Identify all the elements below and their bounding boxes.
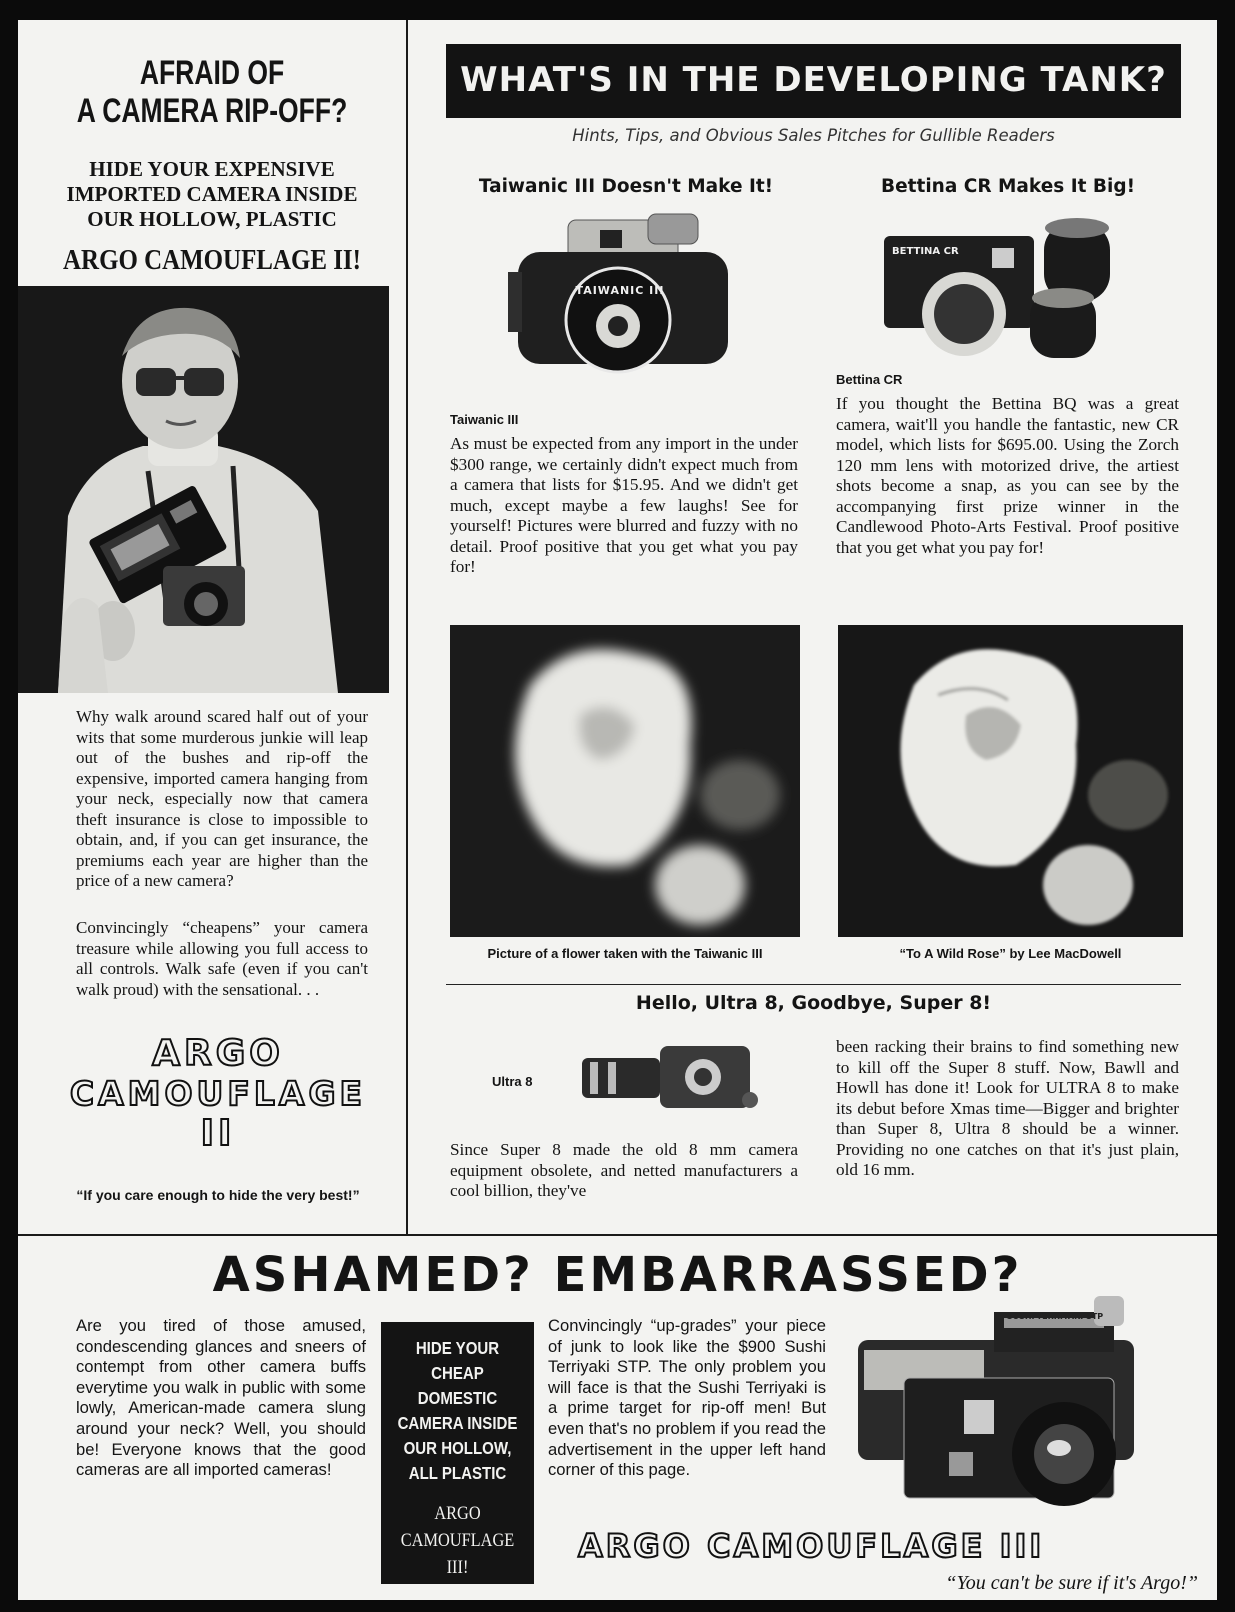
left-ad-body-2: Convincingly “cheapens” your camera treasure while allowing you full access to all controls. Walk safe (even if you can't walk proud) with the sensational. . . <box>76 918 368 999</box>
banner-subtitle: Hints, Tips, and Obvious Sales Pitches for Gullible Readers <box>572 126 1055 145</box>
box-headline <box>392 1336 524 1486</box>
headline-line: A CAMERA RIP-OFF? <box>76 92 348 130</box>
article-1-body: As must be expected from any import in the under $300 range, we certainly didn't expect much from a camera that lists for $15.95. And we didn't get much, except maybe a few laughs! See for yourself! Pictures were blurred and fuzzy with no detail. Proof positive that you get what you pay for! <box>450 434 798 576</box>
bettina-caption: Bettina CR <box>836 372 903 387</box>
left-ad-headline <box>61 54 364 130</box>
bottom-ad-tagline: “You can't be sure if it's Argo!” <box>945 1572 1198 1594</box>
subhead-line: HIDE YOUR EXPENSIVE <box>89 157 335 181</box>
bottom-ad-logo: ARGO CAMOUFLAGE III <box>578 1527 1045 1565</box>
bottom-ad-headline: ASHAMED? EMBARRASSED? <box>212 1247 1023 1303</box>
ultra8-camera-photo <box>578 1042 768 1114</box>
left-ad-subhead <box>18 157 406 232</box>
left-ad-body-1: Why walk around scared half out of your wits that some murderous junkie will leap out of the bushes and rip-off the expensive, imported camera hanging from your neck, especially now that camera theft insurance is close to impossible to obtain, and, if you can get insurance, the premiums each year are higher than the price of a new camera? <box>76 707 368 890</box>
box-product-line: III! <box>446 1557 469 1578</box>
taiwanic-camera-photo <box>508 210 748 380</box>
subhead-line: OUR HOLLOW, PLASTIC <box>87 207 337 231</box>
article-divider <box>446 984 1181 985</box>
ultra8-caption: Ultra 8 <box>492 1074 533 1089</box>
article-2-title: Bettina CR Makes It Big! <box>880 176 1136 197</box>
banner-title: WHAT'S IN THE DEVELOPING TANK? <box>460 60 1167 100</box>
magazine-page <box>18 20 1217 1600</box>
logo-line: II <box>200 1113 236 1154</box>
logo-line: CAMOUFLAGE <box>69 1074 367 1113</box>
bottom-ad-box <box>381 1322 534 1584</box>
bottom-ad-body-right: Convincingly “up-grades” your piece of junk to look like the $900 Sushi Terriyaki STP. The only problem you will face is that the Sushi Terriyaki is a prime target for rip-off men! But even that's no problem if you read the advertisement in the upper left hand corner of this page. <box>548 1316 826 1480</box>
sushi-camera-photo <box>854 1290 1154 1540</box>
box-product-line: CAMOUFLAGE <box>400 1530 515 1551</box>
flower-caption-2: “To A Wild Rose” by Lee MacDowell <box>899 946 1122 961</box>
logo-line: ARGO <box>152 1033 284 1074</box>
article-2-body: If you thought the Bettina BQ was a great camera, wait'll you handle the fantastic, new CR model, which lists for $695.00. Using the Zorch 120 mm lens with motorized drive, the artiest shots become a snap, as you can see by the accompanying first prize winner in the Candlewood Photo-Arts Festival. Proof positive that you get what you pay for! <box>836 394 1179 557</box>
wild-rose-photo <box>838 625 1183 937</box>
article-1-title: Taiwanic III Doesn't Make It! <box>478 176 774 197</box>
box-line: ALL PLASTIC <box>408 1463 507 1483</box>
left-ad-product: ARGO CAMOUFLAGE II! <box>63 244 361 276</box>
section-divider <box>18 1234 1217 1236</box>
box-line: OUR HOLLOW, <box>403 1438 512 1458</box>
bottom-ad-body-left: Are you tired of those amused, condescending glances and sneers of contempt from other camera buffs everytime you walk in public with some lowly, American-made camera slung around your neck? Well, you should be! Everyone knows that the good cameras are all imported cameras! <box>76 1316 366 1480</box>
box-product-line: ARGO <box>434 1503 481 1524</box>
article-3-body-left: Since Super 8 made the old 8 mm camera equipment obsolete, and netted manufacturers a cool billion, they've <box>450 1140 798 1200</box>
taiwanic-camera-label: TAIWANIC III <box>575 284 665 297</box>
article-3-title: Hello, Ultra 8, Goodbye, Super 8! <box>635 992 992 1014</box>
box-line: HIDE YOUR <box>415 1338 500 1358</box>
headline-line: AFRAID OF <box>139 54 285 92</box>
blurry-flower-photo <box>450 625 800 937</box>
bettina-camera-photo <box>884 218 1134 378</box>
box-product <box>392 1500 524 1581</box>
box-line: CHEAP DOMESTIC <box>417 1363 498 1408</box>
subhead-line: IMPORTED CAMERA INSIDE <box>66 182 358 206</box>
flower-caption-1: Picture of a flower taken with the Taiwanic III <box>487 946 763 961</box>
left-ad-logo <box>58 1034 378 1154</box>
box-line: CAMERA INSIDE <box>397 1413 518 1433</box>
left-ad-tagline: “If you care enough to hide the very best!” <box>76 1187 360 1203</box>
man-with-camera-photo <box>18 286 389 693</box>
bettina-camera-label: BETTINA CR <box>892 246 959 257</box>
article-3-body-right: been racking their brains to find something new to kill off the Super 8 stuff. Now, Bawll and Howll has done it! Look for ULTRA 8 to make its debut before Xmas time—Bigger and brighter than Super 8, Ultra 8 should be a winner. Providing no one catches on that it's just plain, old 16 mm. <box>836 1037 1179 1179</box>
taiwanic-caption: Taiwanic III <box>450 412 519 427</box>
sushi-camera-label: SUSHI-TERRIYAKI STP <box>1006 1312 1104 1321</box>
column-divider <box>406 20 408 1235</box>
